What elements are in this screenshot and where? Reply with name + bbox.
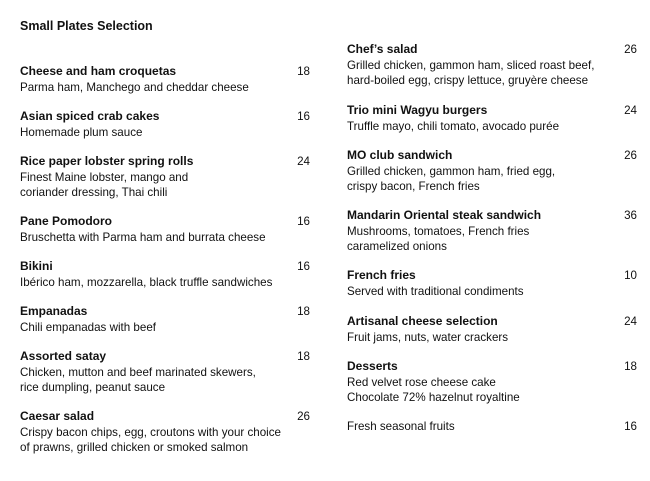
item-description: Chicken, mutton and beef marinated skewers,: [20, 365, 256, 379]
item-description: Homemade plum sauce: [20, 125, 143, 139]
menu-item: [347, 314, 637, 345]
item-name: Desserts: [347, 359, 398, 373]
item-description: Mushrooms, tomatoes, French fries: [347, 224, 530, 238]
menu-item: [20, 154, 310, 201]
menu-item: [347, 148, 637, 195]
item-description: Chocolate 72% hazelnut royaltine: [347, 391, 520, 404]
menu-title: Small Plates Selection: [20, 19, 153, 33]
item-description: Chili empanadas with beef: [20, 320, 156, 334]
menu-item: [20, 409, 310, 456]
menu-item: [20, 259, 310, 290]
item-description: coriander dressing, Thai chili: [20, 186, 168, 199]
menu-item: [20, 349, 310, 396]
item-description: of prawns, grilled chicken or smoked salmon: [20, 441, 249, 454]
item-description: Fruit jams, nuts, water crackers: [347, 330, 509, 344]
item-name: MO club sandwich: [347, 148, 453, 162]
item-price: 26: [624, 149, 637, 162]
item-description: Parma ham, Manchego and cheddar cheese: [20, 80, 249, 94]
item-name: Chef’s salad: [347, 42, 418, 56]
item-name: Trio mini Wagyu burgers: [347, 103, 488, 117]
item-description: Grilled chicken, gammon ham, sliced roast beef,: [347, 58, 595, 72]
menu-item: [347, 103, 637, 134]
item-price: 24: [297, 155, 310, 168]
item-price: 16: [297, 110, 310, 123]
item-description: Red velvet rose cheese cake: [347, 375, 496, 389]
item-name: Assorted satay: [20, 349, 107, 363]
item-name: Cheese and ham croquetas: [20, 64, 177, 78]
item-description: Finest Maine lobster, mango and: [20, 170, 189, 184]
item-price: 18: [297, 305, 310, 318]
item-name: Mandarin Oriental steak sandwich: [347, 208, 542, 222]
item-price: 24: [624, 315, 637, 328]
item-description: Ibérico ham, mozzarella, black truffle sandwiches: [20, 275, 273, 289]
item-price: 24: [624, 104, 637, 117]
item-description: Grilled chicken, gammon ham, fried egg,: [347, 164, 556, 178]
menu-item: [20, 109, 310, 140]
item-name: Asian spiced crab cakes: [20, 109, 160, 123]
item-name: Caesar salad: [20, 409, 95, 423]
item-description: rice dumpling, peanut sauce: [20, 381, 166, 394]
item-description: Truffle mayo, chili tomato, avocado purée: [347, 119, 560, 133]
item-price: 36: [624, 209, 637, 222]
menu-item: [347, 419, 637, 435]
item-name: Artisanal cheese selection: [347, 314, 498, 328]
item-name: Rice paper lobster spring rolls: [20, 154, 194, 168]
menu-item: [347, 268, 637, 299]
item-price: 18: [297, 65, 310, 78]
item-price: 18: [297, 350, 310, 363]
item-name: Bikini: [20, 259, 53, 273]
item-price: 26: [297, 410, 310, 423]
item-name: Pane Pomodoro: [20, 214, 113, 228]
item-price: 16: [297, 215, 310, 228]
item-name: French fries: [347, 268, 416, 282]
item-price: 16: [297, 260, 310, 273]
menu-item: [347, 359, 637, 406]
item-description: hard-boiled egg, crispy lettuce, gruyère cheese: [347, 74, 589, 87]
menu-item: [20, 304, 310, 335]
menu-item: [347, 208, 637, 255]
item-name: Empanadas: [20, 304, 88, 318]
item-description: Bruschetta with Parma ham and burrata cheese: [20, 230, 266, 244]
item-price: 16: [624, 420, 637, 433]
item-description: Crispy bacon chips, egg, croutons with your choice: [20, 425, 281, 439]
menu-item: [20, 214, 310, 245]
item-description: Fresh seasonal fruits: [347, 420, 455, 433]
item-description: caramelized onions: [347, 240, 447, 253]
item-description: crispy bacon, French fries: [347, 180, 480, 193]
item-price: 26: [624, 43, 637, 56]
menu-item: [20, 64, 310, 95]
item-description: Served with traditional condiments: [347, 284, 524, 298]
item-price: 10: [624, 269, 637, 282]
menu-item: [347, 42, 637, 89]
item-price: 18: [624, 360, 637, 373]
